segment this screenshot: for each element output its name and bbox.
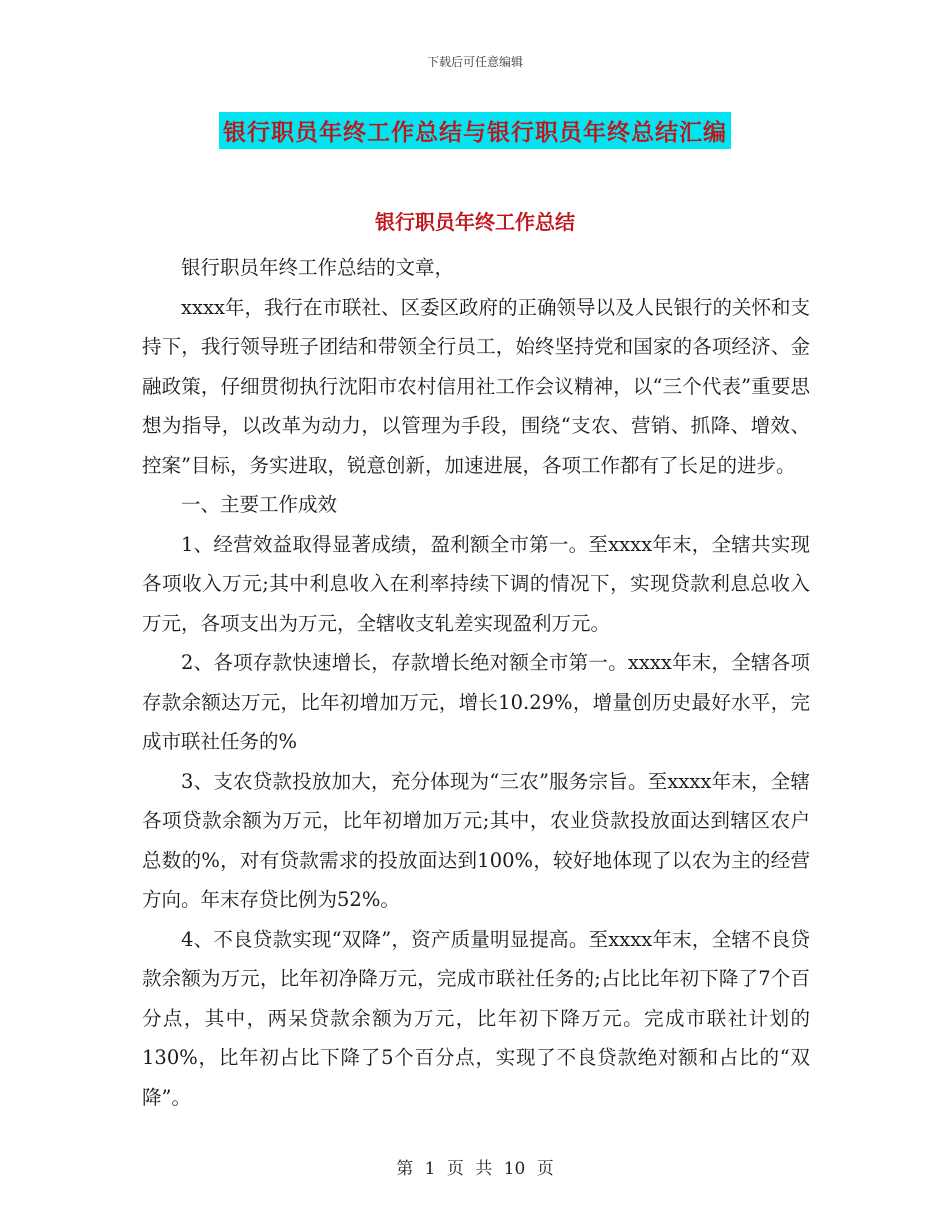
paragraph: 4、不良贷款实现“双降”，资产质量明显提高。至xxxx年末，全辖不良贷款余额为万元，比年初净降万元，完成市联社任务的;占比比年初下降了7个百分点，其中，两呆贷款余额为万元，比年初下降万元。完成市联社计划的130%，比年初占比下降了5个百分点，实现了不良贷款绝对额和占比的“双降”。 (142, 927, 810, 1109)
document-body (142, 248, 810, 1117)
page-number-footer: 第 1 页 共 10 页 (396, 1159, 554, 1179)
header-note: 下载后可任意编辑 (426, 55, 523, 69)
sub-title: 银行职员年终工作总结 (375, 210, 575, 234)
paragraph: 银行职员年终工作总结的文章， (181, 256, 455, 279)
main-title: 银行职员年终工作总结与银行职员年终总结汇编 (219, 112, 731, 149)
paragraph: xxxx年，我行在市联社、区委区政府的正确领导以及人民银行的关怀和支持下，我行领导班子团结和带领全行员工，始终坚持党和国家的各项经济、金融政策，仔细贯彻执行沈阳市农村信用社工作会议精神，以“三个代表”重要思想为指导，以改革为动力，以管理为手段，围绕“支农、营销、抓降、增效、控案”目标，务实进取，锐意创新，加速进展，各项工作都有了长足的进步。 (142, 295, 810, 477)
main-title-wrap (0, 112, 950, 149)
section-heading: 一、主要工作成效 (181, 493, 338, 516)
paragraph: 2、各项存款快速增长，存款增长绝对额全市第一。xxxx年末，全辖各项存款余额达万元，比年初增加万元，增长10.29%，增量创历史最好水平，完成市联社任务的% (142, 651, 810, 753)
paragraph: 3、支农贷款投放加大，充分体现为“三农”服务宗旨。至xxxx年末，全辖各项贷款余额为万元，比年初增加万元;其中，农业贷款投放面达到辖区农户总数的%，对有贷款需求的投放面达到100%，较好地体现了以农为主的经营方向。年末存贷比例为52%。 (142, 769, 810, 911)
paragraph: 1、经营效益取得显著成绩，盈利额全市第一。至xxxx年末，全辖共实现各项收入万元;其中利息收入在利率持续下调的情况下，实现贷款利息总收入万元，各项支出为万元，全辖收支轧差实现盈利万元。 (142, 532, 810, 635)
